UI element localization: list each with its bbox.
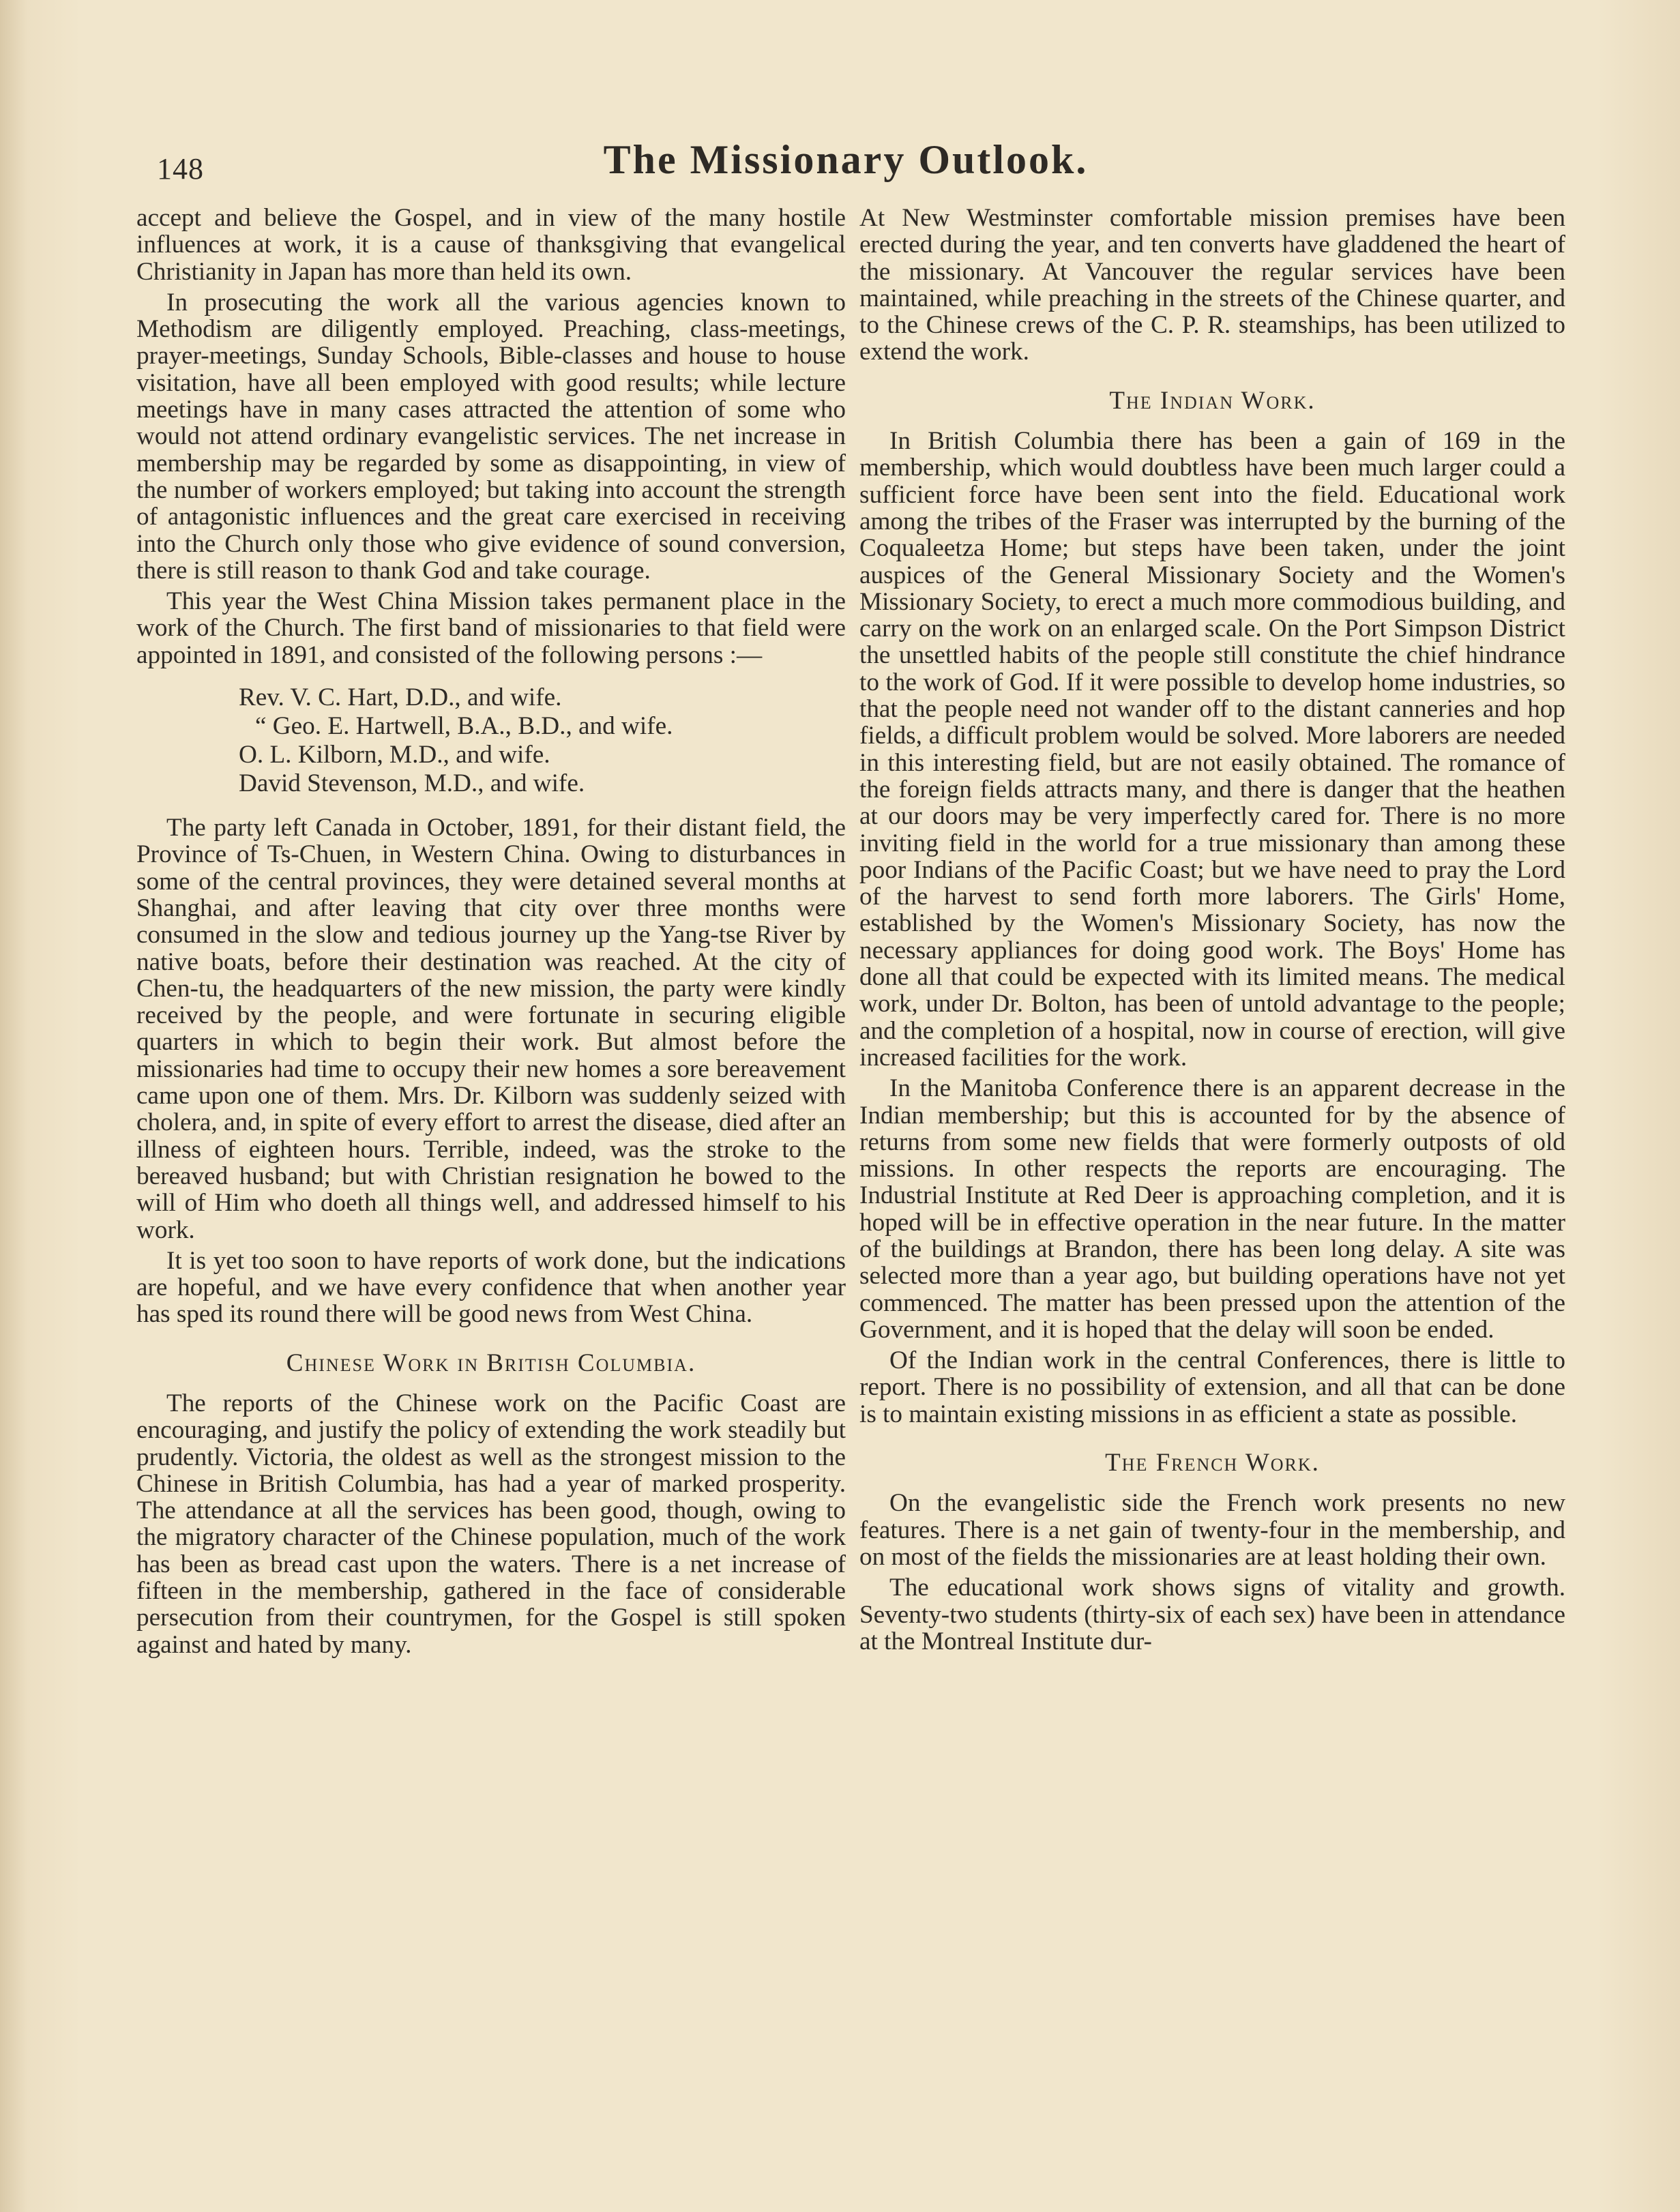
section-heading: Chinese Work in British Columbia. <box>286 1348 696 1377</box>
running-title: The Missionary Outlook. <box>603 137 1089 182</box>
paragraph: The reports of the Chinese work on the Pacific Coast are encouraging, and justify the policy of extending the work steadily but prudently. Victoria, the oldest as well as the strongest mission to the Chinese in British Columbia, has had a year of marked prosperity. The attendance at all the services has been good, though, owing to the migratory character of the Chinese population, much of the work has been as bread cast upon the waters. There is a net increase of fifteen in the membership, gathered in the face of considerable persecution from their countrymen, for the Gospel is still spoken against and hated by many. <box>136 1389 846 1659</box>
paragraph: In British Columbia there has been a gain of 169 in the membership, which would doubtless have been much larger could a sufficient force have been sent into the field. Educational work among the tribes of the Fraser was interrupted by the burning of the Coqualeetza Home; but steps have been taken, under the joint auspices of the General Missionary Society and the Women's Missionary Society, to erect a much more commodious building, and carry on the work on an enlarged scale. On the Port Simpson District the unsettled habits of the people still constitute the chief hindrance to the work of God. If it were possible to develop home industries, so that the people need not wander off to the distant canneries and hop fields, a difficult problem would be solved. More laborers are needed in this interesting field, but are not easily obtained. The romance of the foreign fields attracts many, and there is danger that the heathen at our doors may be very imperfectly cared for. There is no more inviting field in the world for a true missionary than among these poor Indians of the Pacific Coast; but we have need to pray the Lord of the harvest to send forth more laborers. The Girls' Home, established by the Women's Missionary Society, has now the necessary appliances for doing good work. The Boys' Home has done all that could be expected with its limited means. The medical work, under Dr. Bolton, has been of untold advantage to the people; and the completion of a hospital, now in course of erection, will give increased facilities for the work. <box>859 427 1565 1072</box>
paragraph: accept and believe the Gospel, and in view of the many hostile influences at work, it is a cause of thanksgiving that evangelical Christianity in Japan has more than held its own. <box>136 204 846 286</box>
list-item: “ Geo. E. Hartwell, B.A., B.D., and wife. <box>255 712 673 741</box>
section-heading: The Indian Work. <box>1109 386 1316 415</box>
paragraph: It is yet too soon to have reports of work done, but the indications are hopeful, and we have every confidence that when another year has sped its round there will be good news from West China. <box>136 1246 846 1329</box>
missionary-list <box>239 683 846 798</box>
right-column <box>859 205 1565 1659</box>
left-column <box>136 205 846 1662</box>
page-number: 148 <box>157 152 204 186</box>
paragraph: At New Westminster comfortable mission premises have been erected during the year, and ten converts have gladdened the heart of the missionary. At Vancouver the regular services have been maintained, while preaching in the streets of the Chinese quarter, and to the Chinese crews of the C. P. R. steamships, has been utilized to extend the work. <box>859 204 1565 366</box>
paragraph: Of the Indian work in the central Conferences, there is little to report. There is no possibility of extension, and all that can be done is to maintain existing missions in as efficient a state as possible. <box>859 1346 1565 1428</box>
list-item: Rev. V. C. Hart, D.D., and wife. <box>239 683 562 712</box>
page-header <box>157 136 1535 198</box>
paragraph: On the evangelistic side the French work presents no new features. There is a net gain of twenty-four in the membership, and on most of the fields the missionaries are at least holding their own. <box>859 1489 1565 1571</box>
section-heading: The French Work. <box>1105 1449 1320 1477</box>
list-item: O. L. Kilborn, M.D., and wife. <box>239 741 550 769</box>
paragraph: In prosecuting the work all the various agencies known to Methodism are diligently employed. Preaching, class-meetings, prayer-meetings, Sunday Schools, Bible-classes and house to house visitation, have all been employed with good results; while lecture meetings have in many cases attracted the attention of some who would not attend ordinary evangelistic services. The net increase in membership may be regarded by some as disappointing, in view of the number of workers employed; but taking into account the strength of antagonistic influences and the great care exercised in receiving into the Church only those who give evidence of sound conversion, there is still reason to thank God and take courage. <box>136 288 846 585</box>
paragraph: The party left Canada in October, 1891, for their distant field, the Province of Ts-Chuen, in Western China. Owing to disturbances in some of the central provinces, they were detained several months at Shanghai, and after leaving that city over three months were consumed in the slow and tedious journey up the Yang-tse River by native boats, before their destination was reached. At the city of Chen-tu, the headquarters of the new mission, the party were kindly received by the people, and were fortunate in securing eligible quarters in which to begin their work. But almost before the missionaries had time to occupy their new homes a sore bereavement came upon one of them. Mrs. Dr. Kilborn was suddenly seized with cholera, and, in spite of every effort to arrest the disease, died after an illness of eighteen hours. Terrible, indeed, was the stroke to the bereaved husband; but with Christian resignation he bowed to the will of Him who doeth all things well, and addressed himself to his work. <box>136 814 846 1244</box>
paragraph: The educational work shows signs of vitality and growth. Seventy-two students (thirty-six of each sex) have been in attendance at the Montreal Institute dur- <box>859 1574 1565 1655</box>
paragraph: This year the West China Mission takes permanent place in the work of the Church. The first band of missionaries to that field were appointed in 1891, and consisted of the following persons :— <box>136 587 846 669</box>
list-item: David Stevenson, M.D., and wife. <box>239 769 585 798</box>
paragraph: In the Manitoba Conference there is an apparent decrease in the Indian membership; but this is accounted for by the absence of returns from some new fields that were formerly outposts of old missions. In other respects the reports are encouraging. The Industrial Institute at Red Deer is approaching completion, and it is hoped will be in effective operation in the near future. In the matter of the buildings at Brandon, there has been long delay. A site was selected more than a year ago, but building operations have not yet commenced. The matter has been pressed upon the attention of the Government, and it is hoped that the delay will soon be ended. <box>859 1074 1565 1344</box>
